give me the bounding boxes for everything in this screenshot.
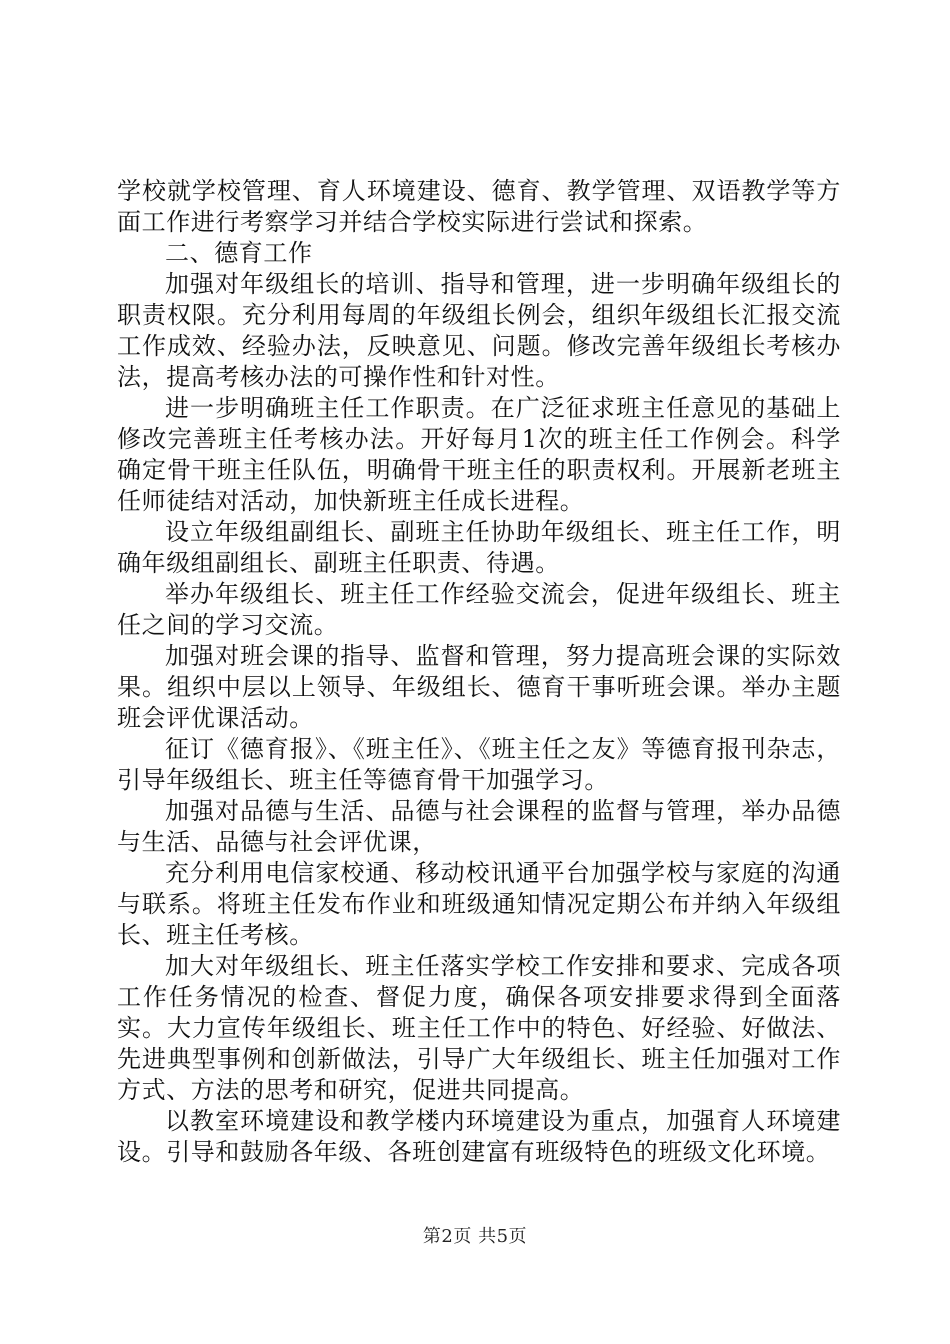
section-heading: 二、德育工作 bbox=[165, 239, 313, 267]
paragraph: 加大对年级组长、班主任落实学校工作安排和要求、完成各项工作任务情况的检查、督促力度，确保各项安排要求得到全面落实。大力宣传年级组长、班主任工作中的特色、好经验、好做法、先进典型事例和创新做法，引导广大年级组长、班主任加强对工作方式、方法的思考和研究，促进共同提高。 bbox=[117, 952, 841, 1104]
paragraph: 设立年级组副组长、副班主任协助年级组长、班主任工作，明确年级组副组长、副班主任职责、待遇。 bbox=[117, 518, 841, 577]
paragraph: 充分利用电信家校通、移动校讯通平台加强学校与家庭的沟通与联系。将班主任发布作业和班级通知情况定期公布并纳入年级组长、班主任考核。 bbox=[117, 859, 841, 949]
paragraph: 举办年级组长、班主任工作经验交流会，促进年级组长、班主任之间的学习交流。 bbox=[117, 580, 841, 639]
paragraph-continuation: 学校就学校管理、育人环境建设、德育、教学管理、双语教学等方面工作进行考察学习并结合学校实际进行尝试和探索。 bbox=[117, 177, 841, 236]
paragraph: 以教室环境建设和教学楼内环境建设为重点，加强育人环境建设。引导和鼓励各年级、各班创建富有班级特色的班级文化环境。 bbox=[117, 1107, 841, 1166]
paragraph: 加强对班会课的指导、监督和管理，努力提高班会课的实际效果。组织中层以上领导、年级组长、德育干事听班会课。举办主题班会评优课活动。 bbox=[117, 642, 841, 732]
page-number: 第2页 共5页 bbox=[422, 1226, 528, 1247]
paragraph: 加强对年级组长的培训、指导和管理，进一步明确年级组长的职责权限。充分利用每周的年级组长例会，组织年级组长汇报交流工作成效、经验办法，反映意见、问题。修改完善年级组长考核办法，提高考核办法的可操作性和针对性。 bbox=[117, 270, 841, 391]
page-footer bbox=[0, 1226, 950, 1248]
paragraph: 征订《德育报》、《班主任》、《班主任之友》等德育报刊杂志，引导年级组长、班主任等德育骨干加强学习。 bbox=[117, 735, 841, 794]
document-body bbox=[117, 176, 841, 1168]
paragraph: 进一步明确班主任工作职责。在广泛征求班主任意见的基础上修改完善班主任考核办法。开好每月1次的班主任工作例会。科学确定骨干班主任队伍，明确骨干班主任的职责权利。开展新老班主任师徒结对活动，加快新班主任成长进程。 bbox=[117, 394, 841, 515]
paragraph: 加强对品德与生活、品德与社会课程的监督与管理，举办品德与生活、品德与社会评优课， bbox=[117, 797, 841, 856]
